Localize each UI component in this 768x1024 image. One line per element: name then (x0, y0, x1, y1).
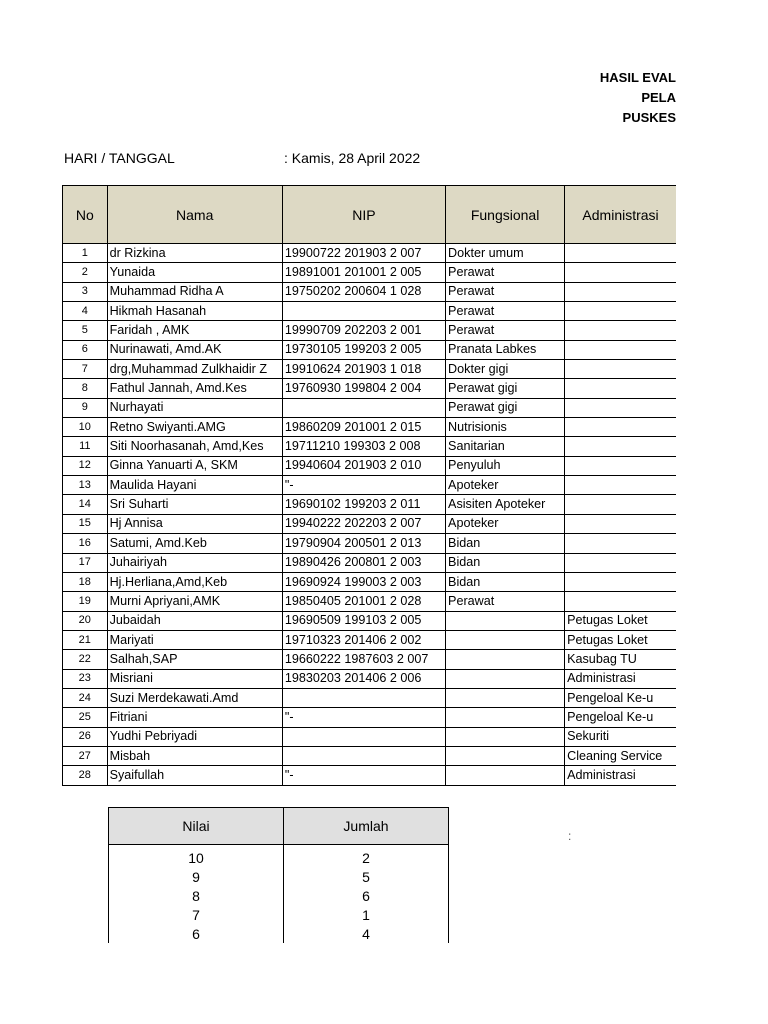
header-nilai: Nilai (109, 808, 284, 845)
cell-nama: Yunaida (107, 263, 282, 282)
cell-fungsional: Apoteker (446, 514, 565, 533)
cell-nip: 19750202 200604 1 028 (282, 282, 445, 301)
cell-nama: Syaifullah (107, 766, 282, 785)
cell-fungsional: Dokter gigi (446, 360, 565, 379)
table-row (63, 630, 677, 649)
cell-nip: 19891001 201001 2 005 (282, 263, 445, 282)
cell-fungsional: Asisiten Apoteker (446, 495, 565, 514)
cell-no: 8 (63, 379, 108, 398)
cell-administrasi (565, 379, 676, 398)
cell-no: 13 (63, 476, 108, 495)
cell-nip: "- (282, 708, 445, 727)
cell-administrasi: Cleaning Service (565, 746, 676, 765)
cell-administrasi: Pengeloal Ke-u (565, 688, 676, 707)
cell-administrasi (565, 340, 676, 359)
cell-fungsional (446, 708, 565, 727)
cell-nama: Fathul Jannah, Amd.Kes (107, 379, 282, 398)
cell-nip: 19760930 199804 2 004 (282, 379, 445, 398)
table-row (63, 456, 677, 475)
cell-nama: Nurinawati, Amd.AK (107, 340, 282, 359)
table-row (63, 727, 677, 746)
cell-nip: "- (282, 766, 445, 785)
cell-nama: Ginna Yanuarti A, SKM (107, 456, 282, 475)
cell-fungsional (446, 688, 565, 707)
cell-fungsional: Perawat (446, 302, 565, 321)
cell-nip: 19710323 201406 2 002 (282, 630, 445, 649)
cell-nama: Juhairiyah (107, 553, 282, 572)
table-row (63, 418, 677, 437)
cell-no: 26 (63, 727, 108, 746)
score-row (109, 886, 449, 905)
cell-administrasi (565, 553, 676, 572)
cell-nip (282, 398, 445, 417)
cell-nama: Hj.Herliana,Amd,Keb (107, 572, 282, 591)
table-row (63, 302, 677, 321)
cell-fungsional: Perawat gigi (446, 379, 565, 398)
score-row (109, 924, 449, 943)
cell-nama: Satumi, Amd.Keb (107, 534, 282, 553)
header-nip: NIP (282, 186, 445, 244)
cell-nip: 19660222 1987603 2 007 (282, 650, 445, 669)
cell-fungsional: Perawat (446, 263, 565, 282)
cell-nip: 19850405 201001 2 028 (282, 592, 445, 611)
score-row (109, 845, 449, 868)
cell-jumlah: 1 (284, 905, 449, 924)
cell-nama: Siti Noorhasanah, Amd,Kes (107, 437, 282, 456)
cell-fungsional: Pranata Labkes (446, 340, 565, 359)
cell-no: 11 (63, 437, 108, 456)
cell-nama: Yudhi Pebriyadi (107, 727, 282, 746)
table-row (63, 766, 677, 785)
cell-no: 23 (63, 669, 108, 688)
cell-jumlah: 6 (284, 886, 449, 905)
cell-nilai: 9 (109, 867, 284, 886)
cell-fungsional: Sanitarian (446, 437, 565, 456)
cell-administrasi (565, 514, 676, 533)
cell-administrasi: Sekuriti (565, 727, 676, 746)
table-row (63, 379, 677, 398)
cell-administrasi: Kasubag TU (565, 650, 676, 669)
cell-fungsional: Dokter umum (446, 244, 565, 263)
title-line-1: HASIL EVAL (599, 70, 676, 85)
cell-administrasi (565, 398, 676, 417)
cell-administrasi (565, 418, 676, 437)
title-line-3: PUSKES (622, 110, 676, 125)
cell-jumlah: 2 (284, 845, 449, 868)
cell-no: 28 (63, 766, 108, 785)
cell-administrasi: Petugas Loket (565, 611, 676, 630)
hari-tanggal-label: HARI / TANGGAL (64, 150, 175, 166)
cell-administrasi (565, 592, 676, 611)
table-row (63, 572, 677, 591)
cell-nama: Hikmah Hasanah (107, 302, 282, 321)
cell-nama: Mariyati (107, 630, 282, 649)
table-row (63, 263, 677, 282)
cell-nama: dr Rizkina (107, 244, 282, 263)
cell-nilai: 6 (109, 924, 284, 943)
cell-nip: 19711210 199303 2 008 (282, 437, 445, 456)
cell-nip: 19860209 201001 2 015 (282, 418, 445, 437)
cell-fungsional (446, 746, 565, 765)
cell-jumlah: 4 (284, 924, 449, 943)
header-administrasi: Administrasi (565, 186, 676, 244)
cell-no: 21 (63, 630, 108, 649)
cell-administrasi (565, 495, 676, 514)
table-row (63, 282, 677, 301)
header-no: No (63, 186, 108, 244)
cell-nip: 19730105 199203 2 005 (282, 340, 445, 359)
table-row (63, 534, 677, 553)
cell-fungsional (446, 727, 565, 746)
cell-administrasi (565, 263, 676, 282)
score-table (108, 807, 449, 943)
table-row (63, 321, 677, 340)
cell-nama: Misriani (107, 669, 282, 688)
cell-nip (282, 302, 445, 321)
cell-nama: Fitriani (107, 708, 282, 727)
cell-fungsional: Perawat (446, 282, 565, 301)
cell-no: 27 (63, 746, 108, 765)
cell-fungsional: Bidan (446, 572, 565, 591)
table-row (63, 746, 677, 765)
cell-nama: Jubaidah (107, 611, 282, 630)
score-row (109, 905, 449, 924)
cell-no: 15 (63, 514, 108, 533)
cell-no: 14 (63, 495, 108, 514)
cell-no: 22 (63, 650, 108, 669)
cell-nilai: 7 (109, 905, 284, 924)
cell-no: 16 (63, 534, 108, 553)
cell-nilai: 8 (109, 886, 284, 905)
cell-nama: Nurhayati (107, 398, 282, 417)
cell-nama: drg,Muhammad Zulkhaidir Z (107, 360, 282, 379)
cell-fungsional (446, 669, 565, 688)
cell-nip (282, 688, 445, 707)
table-row (63, 708, 677, 727)
cell-fungsional: Perawat (446, 592, 565, 611)
cell-nip: 19790904 200501 2 013 (282, 534, 445, 553)
cell-no: 2 (63, 263, 108, 282)
header-fungsional: Fungsional (446, 186, 565, 244)
cell-no: 20 (63, 611, 108, 630)
table-row (63, 553, 677, 572)
header-jumlah: Jumlah (284, 808, 449, 845)
cell-fungsional: Penyuluh (446, 456, 565, 475)
cell-nama: Murni Apriyani,AMK (107, 592, 282, 611)
cell-nip: 19940222 202203 2 007 (282, 514, 445, 533)
score-header-row (109, 808, 449, 845)
cell-jumlah: 5 (284, 867, 449, 886)
table-row (63, 592, 677, 611)
table-row (63, 514, 677, 533)
cell-nama: Faridah , AMK (107, 321, 282, 340)
table-row (63, 398, 677, 417)
cell-fungsional (446, 611, 565, 630)
cell-nama: Maulida Hayani (107, 476, 282, 495)
cell-nip: 19830203 201406 2 006 (282, 669, 445, 688)
cell-administrasi (565, 456, 676, 475)
table-row (63, 476, 677, 495)
cell-nip: 19690924 199003 2 003 (282, 572, 445, 591)
cell-no: 3 (63, 282, 108, 301)
table-row (63, 495, 677, 514)
cell-nip: "- (282, 476, 445, 495)
cell-nip: 19910624 201903 1 018 (282, 360, 445, 379)
cell-nip: 19940604 201903 2 010 (282, 456, 445, 475)
cell-no: 18 (63, 572, 108, 591)
header-nama: Nama (107, 186, 282, 244)
cell-administrasi (565, 321, 676, 340)
cell-nama: Muhammad Ridha A (107, 282, 282, 301)
cell-administrasi (565, 244, 676, 263)
cell-nip: 19690102 199203 2 011 (282, 495, 445, 514)
cell-administrasi: Administrasi (565, 669, 676, 688)
cell-fungsional: Bidan (446, 534, 565, 553)
cell-nip (282, 746, 445, 765)
hari-tanggal-value: : Kamis, 28 April 2022 (284, 150, 421, 166)
table-row (63, 611, 677, 630)
cell-nama: Hj Annisa (107, 514, 282, 533)
cell-administrasi (565, 282, 676, 301)
cell-no: 6 (63, 340, 108, 359)
table-row (63, 244, 677, 263)
evaluation-table (62, 185, 676, 786)
cell-administrasi (565, 360, 676, 379)
cell-fungsional: Perawat gigi (446, 398, 565, 417)
table-row (63, 650, 677, 669)
side-note: : (568, 829, 572, 843)
cell-nip (282, 727, 445, 746)
table-row (63, 669, 677, 688)
cell-no: 5 (63, 321, 108, 340)
cell-no: 9 (63, 398, 108, 417)
cell-no: 12 (63, 456, 108, 475)
cell-no: 17 (63, 553, 108, 572)
cell-administrasi (565, 534, 676, 553)
cell-administrasi (565, 302, 676, 321)
cell-fungsional: Perawat (446, 321, 565, 340)
cell-no: 7 (63, 360, 108, 379)
cell-nama: Salhah,SAP (107, 650, 282, 669)
cell-fungsional (446, 650, 565, 669)
cell-administrasi (565, 476, 676, 495)
cell-no: 10 (63, 418, 108, 437)
cell-fungsional: Apoteker (446, 476, 565, 495)
cell-administrasi: Pengeloal Ke-u (565, 708, 676, 727)
cell-administrasi (565, 437, 676, 456)
cell-nama: Suzi Merdekawati.Amd (107, 688, 282, 707)
table-row (63, 360, 677, 379)
cell-fungsional: Bidan (446, 553, 565, 572)
cell-no: 19 (63, 592, 108, 611)
cell-fungsional: Nutrisionis (446, 418, 565, 437)
cell-no: 25 (63, 708, 108, 727)
cell-nama: Misbah (107, 746, 282, 765)
cell-nip: 19890426 200801 2 003 (282, 553, 445, 572)
cell-administrasi: Petugas Loket (565, 630, 676, 649)
table-row (63, 340, 677, 359)
table-body (63, 244, 677, 786)
cell-nip: 19690509 199103 2 005 (282, 611, 445, 630)
cell-fungsional (446, 766, 565, 785)
cell-nip: 19900722 201903 2 007 (282, 244, 445, 263)
cell-no: 24 (63, 688, 108, 707)
cell-no: 1 (63, 244, 108, 263)
cell-administrasi (565, 572, 676, 591)
cell-administrasi: Administrasi (565, 766, 676, 785)
score-body (109, 845, 449, 944)
cell-nip: 19990709 202203 2 001 (282, 321, 445, 340)
title-line-2: PELA (641, 90, 676, 105)
table-row (63, 688, 677, 707)
score-row (109, 867, 449, 886)
table-header-row (63, 186, 677, 244)
cell-nama: Sri Suharti (107, 495, 282, 514)
cell-nama: Retno Swiyanti.AMG (107, 418, 282, 437)
cell-fungsional (446, 630, 565, 649)
cell-no: 4 (63, 302, 108, 321)
table-row (63, 437, 677, 456)
cell-nilai: 10 (109, 845, 284, 868)
